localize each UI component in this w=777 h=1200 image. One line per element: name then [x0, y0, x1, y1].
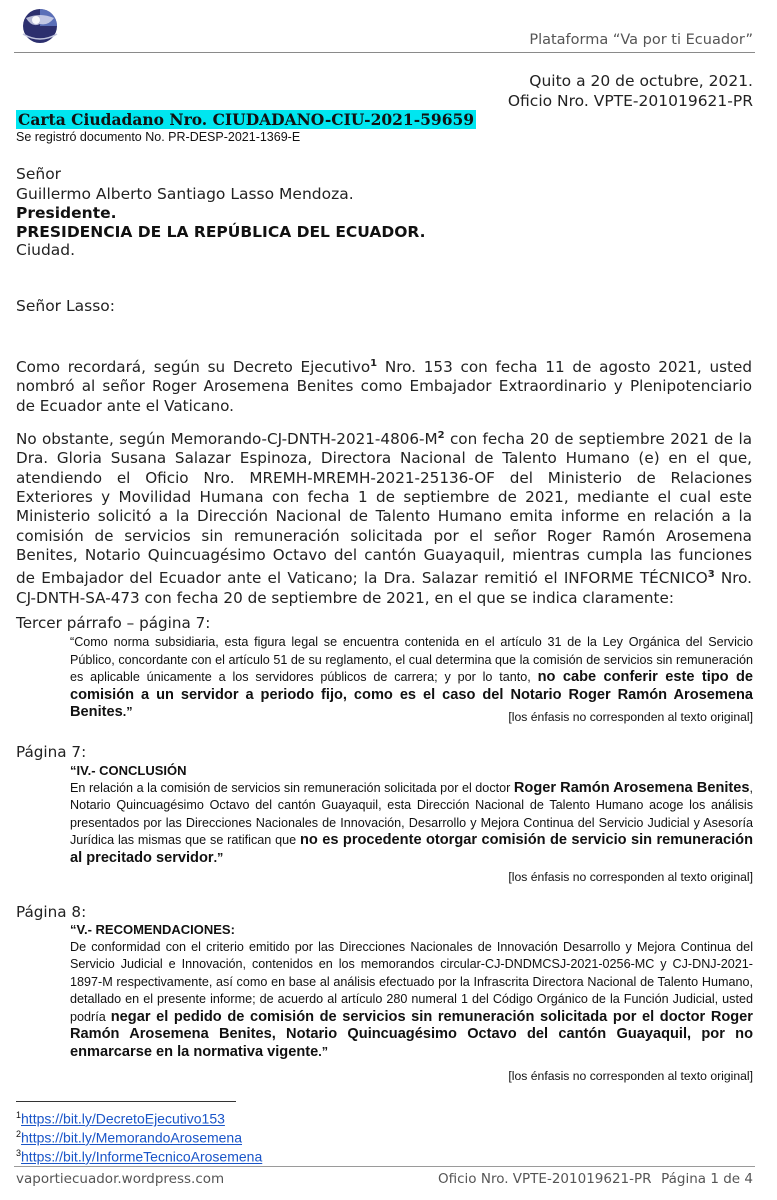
recipient-name: Guillermo Alberto Santiago Lasso Mendoza. [16, 185, 354, 203]
quote-tercer-parrafo: “Como norma subsidiaria, esta figura legal se encuentra contenida en el artículo 31 de la Ley Orgánica del Servicio Público, concordante con el artículo 51 de su reglamento, el cual determina que la comisión de servicios sin remuneración es aplicable únicamente a los servidores públicos de carrera; y por lo tanto, no cabe conferir este tipo de comisión a un servidor a periodo fijo, como es el caso del Notario Roger Ramón Arosemena Benites.” [70, 635, 754, 720]
quote-label-tercer-parrafo: Tercer párrafo – página 7: [16, 614, 211, 632]
registro-documento: Se registró documento No. PR-DESP-2021-1369-E [16, 130, 301, 144]
footnote-ref-2: 2 [437, 430, 445, 441]
footnote-ref-3: 3 [707, 569, 715, 581]
quote-recomendaciones: “V.- RECOMENDACIONES: De conformidad con el criterio emitido por las Direcciones Nacionales de Innovación Desarrollo y Mejora Continua del Servicio Judicial e Innovación, contenidos en los memorandos circular-CJ-DNDMCSJ-2021-0256-MC y CJ-DNJ-2021-1897-M respectivamente, así como en base al análisis efectuado por la Infrascrita Directora Nacional de Talento Humano, detallado en el presente informe; de acuerdo al artículo 280 numeral 1 del Código Orgánico de la Función Judicial, usted podría negar el pedido de comisión de servicios sin remuneración solicitada por el doctor Roger Ramón Arosemena Benites, Notario Quincuagésimo Octavo del cantón Guayaquil, por no enmarcarse en la normativa vigente.” [70, 922, 753, 1060]
quote-label-pagina-7: Página 7: [16, 743, 87, 761]
conclusion-heading: “IV.- CONCLUSIÓN [70, 763, 187, 778]
footer-site: vaportiecuador.wordpress.com [16, 1171, 225, 1187]
paragraph-memorando: No obstante, según Memorando-$CJ-DNTH-2021-4806-M^2$ con fecha 20 de septiembre 2021 de la Dra. Gloria Susana Salazar Espinoza, Directora Nacional de Talento Humano (e) en el que, atendiendo el Oficio Nro. MREMH-MREMH-2021-25136-OF del Ministerio de Relaciones Exteriores y Movilidad Humana con fecha 1 de septiembre de 2021, mediante el cual este Ministerio solicitó a la Dirección Nacional de Talento Humano emita informe en relación a la comisión de servicios sin remuneración solicitada por el señor Roger Ramón Arosemena Benites, Notario Quincuagésimo Octavo del cantón Guayaquil, mientras cumpla las funciones de Embajador del Ecuador ante el Vaticano; la Dra. Salazar remitió el INFORME TÉCNICO$^3$ Nro. CJ-DNTH-SA-473 con fecha 20 de septiembre de 2021, en el que se indica claramente: [16, 430, 753, 607]
emphasis-note: [los énfasis no corresponden al texto original] [508, 870, 753, 884]
recipient-salutation: Señor [16, 165, 62, 183]
ecuador-globe-logo-icon [14, 4, 66, 48]
carta-ciudadano-highlight: Carta Ciudadano Nro. CIUDADANO-CIU-2021-59659 [18, 110, 475, 129]
footnote-3: $^3$https://bit.ly/InformeTecnicoArosemena [16, 1148, 263, 1165]
office-number: Oficio Nro. VPTE-201019621-PR [507, 92, 753, 110]
footnote-link-decreto[interactable]: https://bit.ly/DecretoEjecutivo153 [21, 1110, 225, 1127]
footer-divider [14, 1166, 755, 1167]
footer-office-number: Oficio Nro. VPTE-201019621-PR [438, 1171, 652, 1187]
recipient-title: Presidente. [16, 204, 117, 222]
quote-label-pagina-8: Página 8: [16, 903, 87, 921]
footnote-link-informe[interactable]: https://bit.ly/InformeTecnicoArosemena [21, 1148, 263, 1165]
footnote-link-memorando[interactable]: https://bit.ly/MemorandoArosemena [21, 1129, 243, 1146]
emphasis-note: [los énfasis no corresponden al texto original] [508, 1069, 753, 1083]
recomendaciones-heading: “V.- RECOMENDACIONES: [70, 922, 235, 937]
platform-title: Plataforma “Va por ti Ecuador” [529, 32, 753, 48]
footnote-2: $^2$https://bit.ly/MemorandoArosemena [16, 1129, 243, 1146]
footnote-1: $^1$https://bit.ly/DecretoEjecutivo153 [16, 1110, 225, 1127]
recipient-city: Ciudad. [16, 241, 76, 259]
footer-page-number: Página 1 de 4 [661, 1171, 753, 1187]
footnote-ref-1: 1 [370, 358, 378, 369]
place-date: Quito a 20 de octubre, 2021. [529, 72, 753, 90]
greeting: Señor Lasso: [16, 297, 115, 315]
quote-conclusion: “IV.- CONCLUSIÓN En relación a la comisión de servicios sin remuneración solicitada por el doctor Roger Ramón Arosemena Benites, Notario Quincuagésimo Octavo del cantón Guayaquil, esta Dirección Nacional de Talento Humano acoge los análisis presentados por las Direcciones Nacionales de Innovación, Desarrollo y Mejora Continua del Servicio Judicial y Asesoría Jurídica las mismas que se ratifican que no es procedente otorgar comisión de servicio sin remuneración al precitado servidor.” [70, 763, 754, 866]
footnote-divider [16, 1101, 236, 1102]
emphasis-note: [los énfasis no corresponden al texto original] [508, 710, 753, 724]
paragraph-decree: Como recordará, según su Decreto Ejecutivo$^1$ Nro. 153 con fecha 11 de agosto 2021, usted nombró al señor Roger Arosemena Benites como Embajador Extraordinario y Plenipotenciario de Ecuador ante el Vaticano. [16, 358, 752, 415]
header-divider [14, 52, 755, 53]
recipient-institution: PRESIDENCIA DE LA REPÚBLICA DEL ECUADOR. [16, 223, 426, 241]
